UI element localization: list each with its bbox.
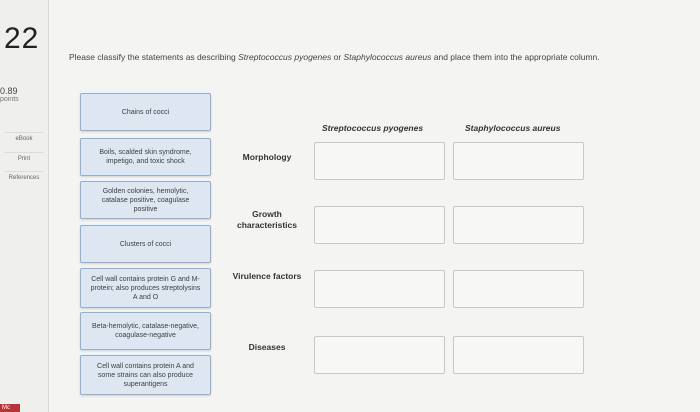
- points-value: 0.89: [0, 86, 18, 96]
- column-header-staphylococcus: Staphylococcus aureus: [465, 123, 561, 133]
- drop-zone-strep-virulence[interactable]: [314, 270, 445, 308]
- column-header-streptococcus: Streptococcus pyogenes: [322, 123, 424, 133]
- question-number: 22: [4, 22, 40, 55]
- drop-zone-staph-virulence[interactable]: [453, 270, 584, 308]
- left-rail: [0, 0, 49, 412]
- references-link[interactable]: References: [4, 171, 44, 181]
- organism-2: Staphylococcus aureus: [343, 52, 432, 62]
- ebook-link[interactable]: eBook: [4, 132, 44, 142]
- answer-card-protein-a[interactable]: Cell wall contains protein A and some strains can also produce superantigens: [80, 355, 211, 395]
- question-instruction: [69, 52, 689, 63]
- answer-card-boils-scalded-skin[interactable]: Boils, scalded skin syndrome, impetigo, and toxic shock: [80, 138, 211, 176]
- row-label-morphology: Morphology: [242, 152, 292, 162]
- drop-zone-strep-morphology[interactable]: [314, 142, 445, 180]
- row-label-growth-characteristics: Growth characteristics: [236, 209, 297, 230]
- instruction-pre: Please classify the statements as describing: [69, 52, 239, 62]
- points-label: points: [0, 96, 19, 103]
- organism-1: Streptococcus pyogenes: [238, 52, 332, 62]
- print-link[interactable]: Print: [4, 152, 44, 162]
- answer-card-beta-hemolytic[interactable]: Beta-hemolytic, catalase-negative, coagulase-negative: [80, 312, 211, 350]
- answer-card-golden-colonies[interactable]: Golden colonies, hemolytic, catalase positive, coagulase positive: [80, 181, 211, 219]
- instruction-mid: or: [331, 52, 344, 62]
- drop-zone-staph-morphology[interactable]: [453, 142, 584, 180]
- row-label-virulence-factors: Virulence factors: [232, 271, 302, 281]
- row-label-diseases: Diseases: [248, 342, 286, 352]
- drop-zone-strep-growth[interactable]: [314, 206, 445, 244]
- drop-zone-staph-growth[interactable]: [453, 206, 584, 244]
- corner-badge: Mc: [0, 404, 20, 412]
- answer-card-clusters-of-cocci[interactable]: Clusters of cocci: [80, 225, 211, 263]
- instruction-post: and place them into the appropriate column.: [431, 52, 600, 62]
- drop-zone-staph-diseases[interactable]: [453, 336, 584, 374]
- drop-zone-strep-diseases[interactable]: [314, 336, 445, 374]
- answer-card-protein-g-m-protein[interactable]: Cell wall contains protein G and M-protein; also produces streptolysins A and O: [80, 268, 211, 308]
- answer-card-chains-of-cocci[interactable]: Chains of cocci: [80, 93, 211, 131]
